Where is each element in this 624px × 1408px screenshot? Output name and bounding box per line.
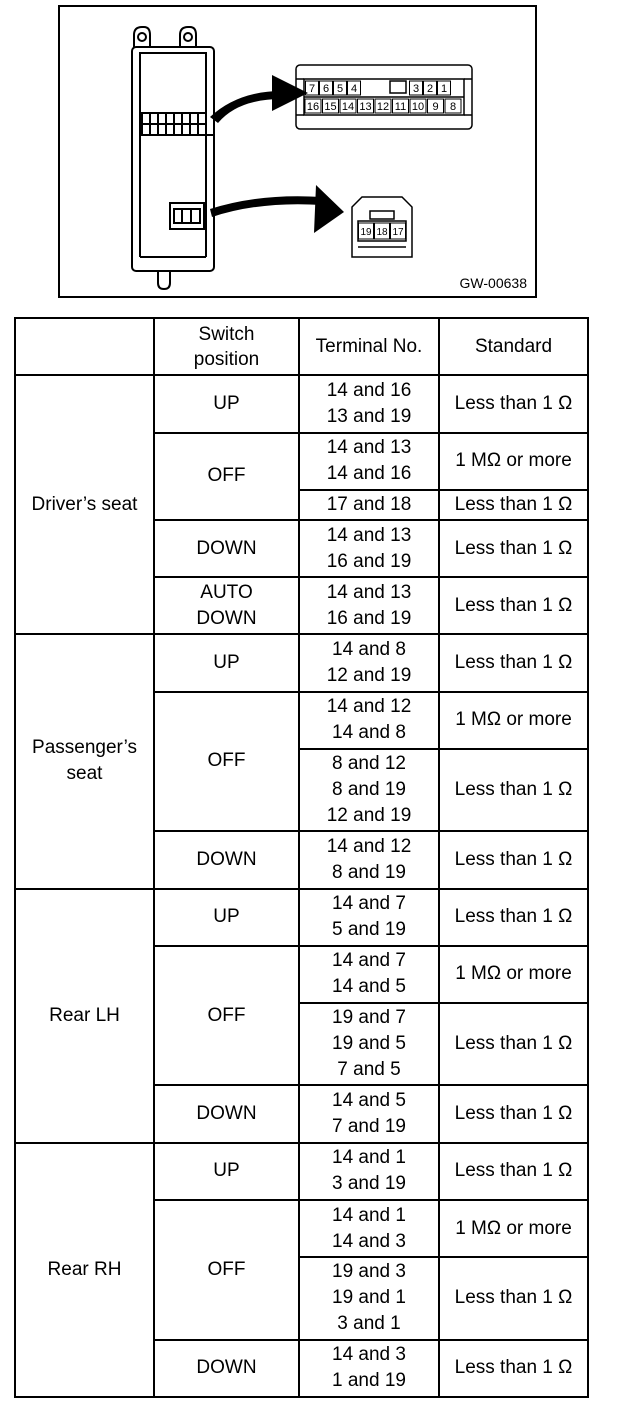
pin-2: 2: [426, 83, 434, 95]
pin-15: 15: [324, 101, 337, 113]
pin-10: 10: [411, 101, 425, 113]
table-row: [15, 1143, 588, 1200]
mount-hole-right: [184, 33, 192, 41]
connector-top-row2: [305, 99, 461, 113]
pin-12: 12: [376, 101, 390, 113]
switch-position: DOWN: [154, 1085, 299, 1142]
resistance-standard: 1 MΩ or more: [439, 946, 588, 1003]
header-switch-position: Switch position: [154, 318, 299, 375]
terminal-numbers: 19 and 3 19 and 1 3 and 1: [299, 1257, 439, 1339]
table-row: [15, 889, 588, 946]
resistance-standard: Less than 1 Ω: [439, 634, 588, 691]
pin-18: 18: [376, 227, 388, 238]
terminal-numbers: 14 and 12 14 and 8: [299, 692, 439, 749]
header-blank: [15, 318, 154, 375]
switch-position: UP: [154, 1143, 299, 1200]
terminal-numbers: 14 and 7 5 and 19: [299, 889, 439, 946]
pin-5: 5: [336, 83, 344, 95]
seat-label: Driver’s seat: [15, 375, 154, 634]
switch-position: UP: [154, 634, 299, 691]
terminal-numbers: 14 and 7 14 and 5: [299, 946, 439, 1003]
terminal-numbers: 14 and 13 16 and 19: [299, 577, 439, 634]
terminal-numbers: 14 and 16 13 and 19: [299, 375, 439, 432]
resistance-standard: Less than 1 Ω: [439, 831, 588, 888]
switch-inspection-table: [14, 317, 589, 1398]
seat-label: Passenger’s seat: [15, 634, 154, 888]
terminal-numbers: 14 and 3 1 and 19: [299, 1340, 439, 1398]
pin-1: 1: [440, 83, 448, 95]
resistance-standard: Less than 1 Ω: [439, 749, 588, 831]
switch-position: DOWN: [154, 831, 299, 888]
seat-label: Rear LH: [15, 889, 154, 1143]
seat-label: Rear RH: [15, 1143, 154, 1397]
terminal-numbers: 14 and 5 7 and 19: [299, 1085, 439, 1142]
pin-4: 4: [350, 83, 358, 95]
pin-7: 7: [308, 83, 316, 95]
switch-position: OFF: [154, 1200, 299, 1340]
switch-position: UP: [154, 889, 299, 946]
terminal-numbers: 14 and 12 8 and 19: [299, 831, 439, 888]
terminal-numbers: 8 and 12 8 and 19 12 and 19: [299, 749, 439, 831]
resistance-standard: Less than 1 Ω: [439, 490, 588, 520]
header-terminal-no: Terminal No.: [299, 318, 439, 375]
terminal-numbers: 14 and 13 14 and 16: [299, 433, 439, 490]
switch-position: OFF: [154, 433, 299, 520]
pin-3: 3: [412, 83, 420, 95]
pin-9: 9: [432, 101, 439, 113]
switch-illustration: [60, 7, 535, 296]
table-row: [15, 634, 588, 691]
switch-position: DOWN: [154, 1340, 299, 1398]
resistance-standard: Less than 1 Ω: [439, 520, 588, 577]
pin-13: 13: [359, 101, 372, 113]
pin-19: 19: [360, 227, 372, 238]
switch-body: [132, 47, 214, 271]
resistance-standard: 1 MΩ or more: [439, 692, 588, 749]
table-row: [15, 375, 588, 432]
mount-hole-left: [138, 33, 146, 41]
resistance-standard: 1 MΩ or more: [439, 1200, 588, 1257]
resistance-standard: Less than 1 Ω: [439, 889, 588, 946]
resistance-standard: Less than 1 Ω: [439, 1340, 588, 1398]
pin-16: 16: [306, 101, 320, 113]
switch-position: DOWN: [154, 520, 299, 577]
switch-position: OFF: [154, 692, 299, 832]
resistance-standard: Less than 1 Ω: [439, 1257, 588, 1339]
resistance-standard: Less than 1 Ω: [439, 1003, 588, 1085]
terminal-numbers: 14 and 13 16 and 19: [299, 520, 439, 577]
resistance-standard: 1 MΩ or more: [439, 433, 588, 490]
switch-position: OFF: [154, 946, 299, 1086]
pin-11: 11: [394, 101, 407, 113]
pin-6: 6: [322, 83, 330, 95]
mount-tab-left: [134, 27, 150, 47]
switch-connector-figure: [58, 5, 537, 298]
pin-17: 17: [392, 227, 404, 238]
mount-tab-bottom: [158, 271, 170, 289]
pin-8: 8: [449, 101, 457, 113]
arrow-lower: [210, 185, 344, 233]
connector-bottom-row: [359, 223, 406, 239]
figure-code: GW-00638: [459, 275, 527, 291]
connector-top-row1: [306, 81, 451, 95]
connector-top-face: [296, 65, 472, 129]
resistance-standard: Less than 1 Ω: [439, 375, 588, 432]
header-standard: Standard: [439, 318, 588, 375]
terminal-numbers: 17 and 18: [299, 490, 439, 520]
resistance-standard: Less than 1 Ω: [439, 1143, 588, 1200]
terminal-numbers: 19 and 7 19 and 5 7 and 5: [299, 1003, 439, 1085]
pin-14: 14: [341, 101, 355, 113]
terminal-numbers: 14 and 8 12 and 19: [299, 634, 439, 691]
switch-position: UP: [154, 375, 299, 432]
mount-tab-right: [180, 27, 196, 47]
switch-position: AUTO DOWN: [154, 577, 299, 634]
terminal-numbers: 14 and 1 14 and 3: [299, 1200, 439, 1257]
terminal-numbers: 14 and 1 3 and 19: [299, 1143, 439, 1200]
resistance-standard: Less than 1 Ω: [439, 1085, 588, 1142]
resistance-standard: Less than 1 Ω: [439, 577, 588, 634]
table-header-row: [15, 318, 588, 375]
arrow-upper: [210, 75, 308, 123]
